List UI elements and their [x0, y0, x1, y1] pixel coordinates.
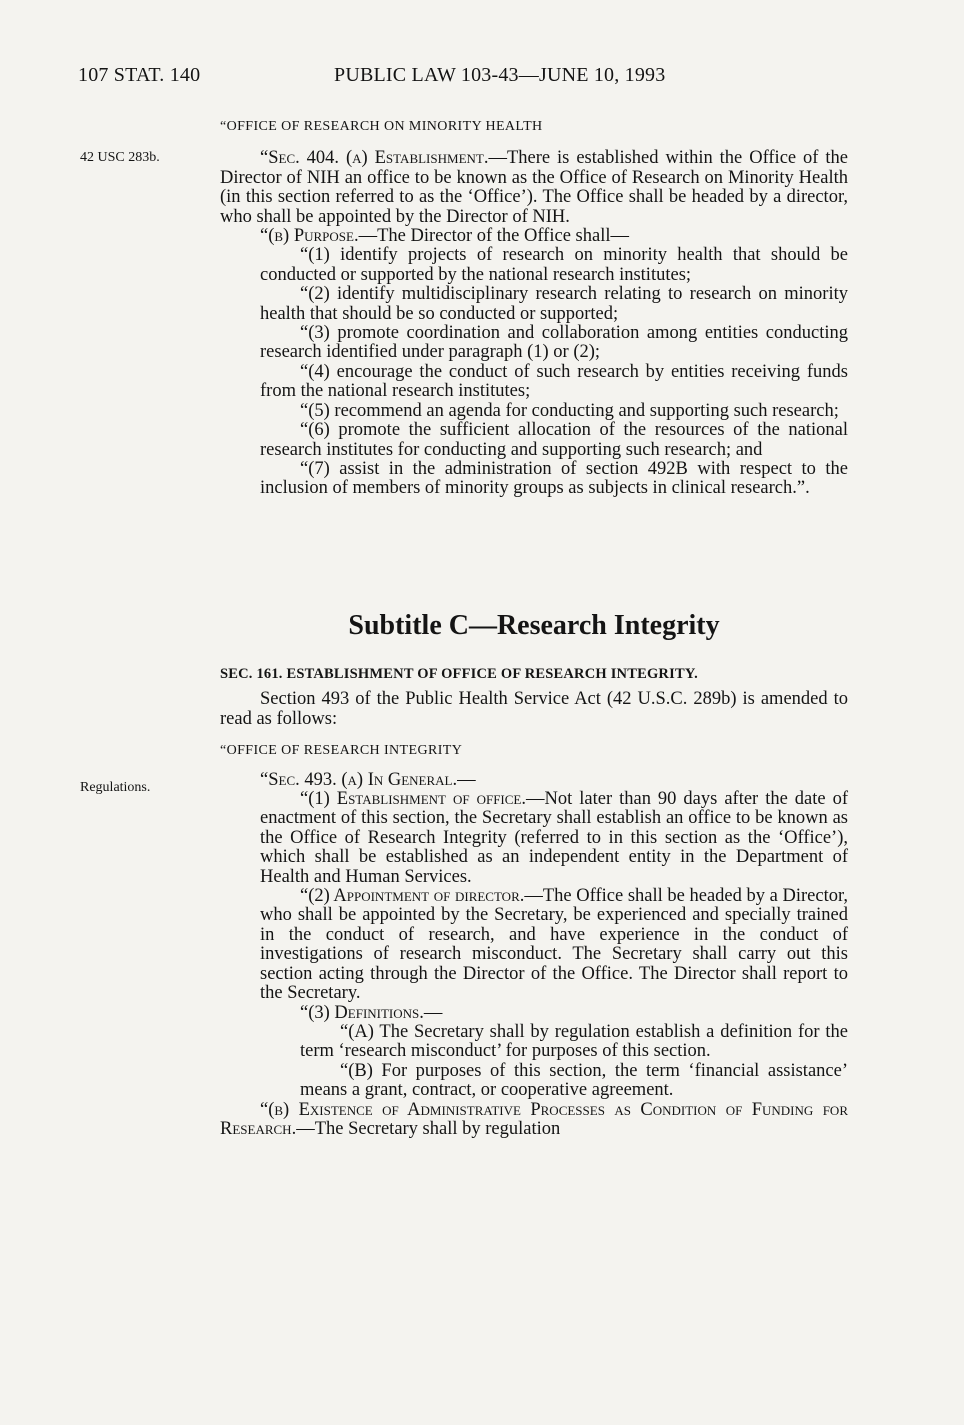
- purpose-item: “(5) recommend an agenda for conducting and supporting such research;: [300, 400, 839, 421]
- section-heading: “OFFICE OF RESEARCH INTEGRITY: [220, 743, 463, 759]
- definition-a: “(A) The Secretary shall by regulation establish a definition for the term ‘research misconduct’ for purposes of this section.: [300, 1021, 848, 1062]
- purpose-item: “(3) promote coordination and collaboration among entities conducting research identified under paragraph (1) or (2);: [260, 323, 848, 363]
- administrative-processes-lead: “(b) Existence of Administrative Processes as Condition of Funding for Research.: [220, 1099, 848, 1139]
- purpose-item: “(1) identify projects of research on minority health that should be conducted or supported by the national research institutes;: [260, 245, 848, 285]
- administrative-processes-text: —The Secretary shall by regulation: [296, 1118, 561, 1139]
- sec-404-paragraph: [220, 149, 848, 227]
- definitions-lead: “(3) Definitions.: [300, 1002, 424, 1023]
- appointment-text: —The Office shall be headed by a Director, who shall be appointed by the Secretary, be experienced and specially trained in the conduct of research, and have experience in the conduct of investigations of research misconduct. The Secretary shall carry out this section acting through the Director of the Office. The Director shall report to the Secretary.: [260, 886, 849, 1004]
- definitions-paragraph: [220, 1004, 848, 1023]
- research-integrity-section: [220, 665, 848, 1139]
- margin-note-usc: 42 USC 283b.: [80, 150, 160, 165]
- sec-404-lead: “Sec. 404. (a) Establishment.: [260, 148, 489, 169]
- minority-health-section: [220, 117, 848, 499]
- purpose-text: —The Director of the Office shall—: [358, 226, 629, 247]
- page-citation: 107 STAT. 140: [78, 64, 201, 86]
- section-heading: “OFFICE OF RESEARCH ON MINORITY HEALTH: [220, 119, 543, 134]
- sec-161-heading: SEC. 161. ESTABLISHMENT OF OFFICE OF RESEARCH INTEGRITY.: [220, 666, 698, 682]
- purpose-item: “(7) assist in the administration of section 492B with respect to the inclusion of members of minority groups as subjects in clinical research.”.: [260, 458, 848, 499]
- appointment-paragraph: [220, 887, 848, 1003]
- purpose-item: “(6) promote the sufficient allocation of the resources of the national research institutes for conducting and supporting such research; and: [260, 420, 848, 460]
- purpose-paragraph: [220, 227, 848, 246]
- sec-493-lead: “Sec. 493. (a) In General.: [260, 769, 458, 790]
- purpose-item: “(4) encourage the conduct of such research by entities receiving funds from the national research institutes;: [260, 361, 848, 402]
- sec-493-paragraph: [220, 771, 848, 790]
- amendment-intro: Section 493 of the Public Health Service Act (42 U.S.C. 289b) is amended to read as follows:: [220, 689, 848, 729]
- margin-note-regulations: Regulations.: [80, 780, 151, 795]
- establishment-paragraph: [220, 790, 848, 887]
- page-title: PUBLIC LAW 103-43—JUNE 10, 1993: [334, 64, 666, 86]
- subtitle-heading: Subtitle C—Research Integrity: [348, 610, 720, 641]
- definitions-text: —: [423, 1002, 443, 1023]
- purpose-lead: “(b) Purpose.: [260, 226, 359, 247]
- purpose-item: “(2) identify multidisciplinary research relating to research on minority health that should be so conducted or supported;: [260, 284, 848, 324]
- establishment-lead: “(1) Establishment of office.: [300, 789, 526, 810]
- sec-493-text: —: [457, 769, 476, 790]
- administrative-processes-paragraph: [220, 1101, 848, 1140]
- appointment-lead: “(2) Appointment of director.: [300, 886, 525, 907]
- definition-b: “(B) For purposes of this section, the term ‘financial assistance’ means a grant, contract, or cooperative agreement.: [300, 1060, 848, 1101]
- sec-404-text: —There is established within the Office of the Director of NIH an office to be known as the Office of Research on Minority Health (in this section referred to as the ‘Office’). The Office shall be headed by a director, who shall be appointed by the Director of NIH.: [220, 148, 848, 227]
- establishment-text: —Not later than 90 days after the date of enactment of this section, the Secretary shall establish an office to be known as the Office of Research Integrity (referred to in this section as the ‘Office’), which shall be established as an independent entity in the Department of Health and Human Services.: [260, 789, 848, 887]
